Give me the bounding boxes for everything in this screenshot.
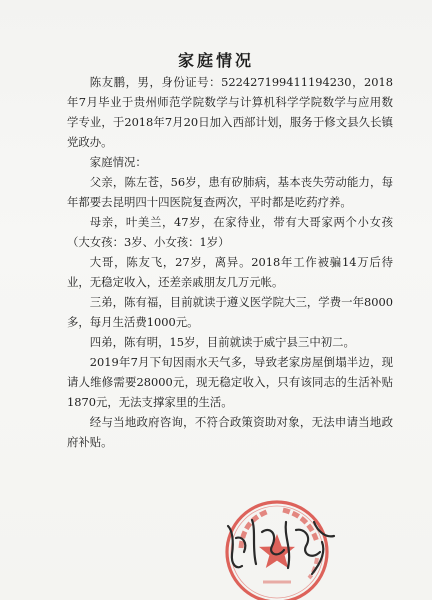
handwritten-signature (222, 508, 340, 580)
paragraph-mother: 母亲，叶美兰，47岁，在家待业，带有大哥家两个小女孩（大女孩：3岁、小女孩：1岁） (67, 215, 393, 249)
paragraph-house: 2019年7月下旬因雨水天气多，导致老家房屋倒塌半边，现请人维修需要28000元，现无稳定收入，只有该同志的生活补贴1870元，无法支撑家里的生活。 (67, 355, 393, 409)
paragraph-third-brother: 三弟，陈有福，目前就读于遵义医学院大三，学费一年8000多，每月生活费1000元。 (67, 295, 393, 329)
paragraph-intro: 陈友鹏，男，身份证号：522427199411194230，2018年7月毕业于贵州师范学院数学与计算机科学学院数学与应用数学专业，于2018年7月20日加入西部计划，服务于修文县久长镇党政办。 (67, 75, 393, 149)
paragraph-conclusion: 经与当地政府咨询，不符合政策资助对象，无法申请当地政府补贴。 (67, 415, 393, 449)
paragraph-father: 父亲，陈左苍，56岁，患有矽肺病，基本丧失劳动能力，每年都要去昆明四十四医院复查两次，平时都是吃药疗养。 (67, 175, 393, 209)
paragraph-fourth-brother: 四弟，陈有明，15岁，目前就读于威宁县三中初二。 (89, 335, 355, 349)
document-body (67, 72, 393, 452)
paragraph-elder-brother: 大哥，陈友飞，27岁，离异。2018年工作被骗14万后待业，无稳定收入，还差亲戚朋友几万元帐。 (67, 255, 393, 289)
paragraph-family-heading: 家庭情况： (89, 155, 147, 169)
document-title: 家庭情况 (177, 51, 254, 70)
